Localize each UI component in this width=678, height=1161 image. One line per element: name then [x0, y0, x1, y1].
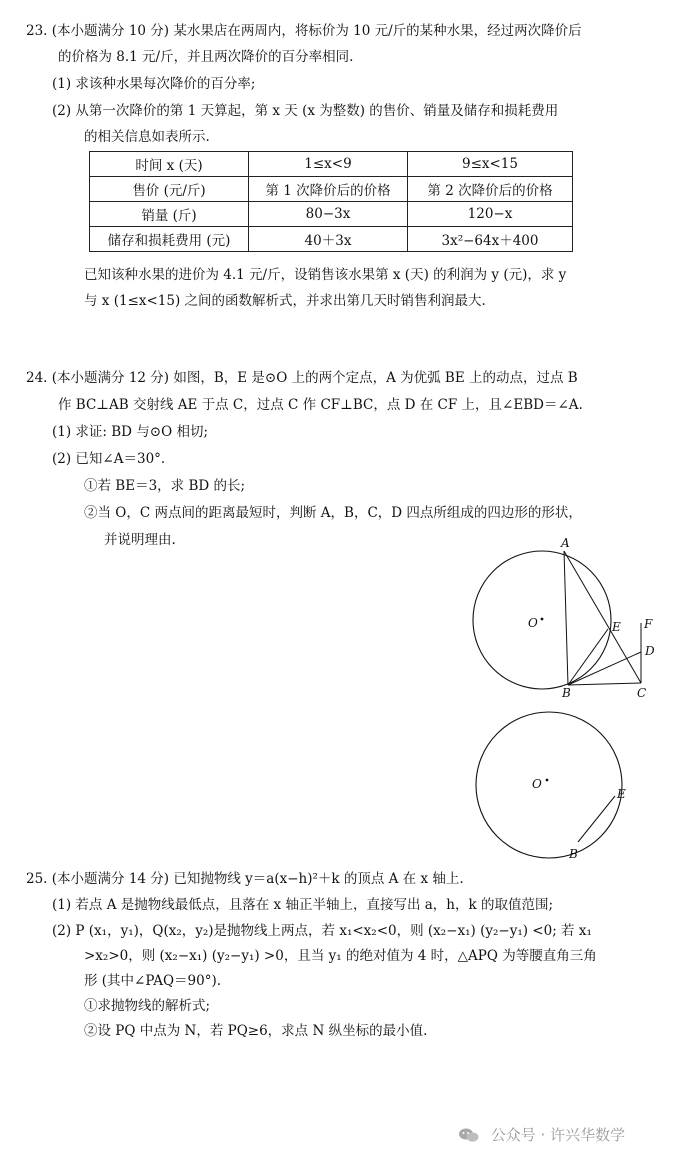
q24-part1: (1) 求证: BD 与⊙O 相切; [52, 424, 209, 440]
watermark [458, 1124, 625, 1145]
q24-line1: 24. (本小题满分 12 分) 如图，B，E 是⊙O 上的两个定点，A 为优弧 BE 上的动点，过点 B [26, 370, 578, 386]
q25-part1: (1) 若点 A 是抛物线最低点，且落在 x 轴正半轴上，直接写出 a，h，k 的取值范围; [52, 897, 553, 913]
label-b: B [562, 686, 571, 700]
q25-sub1: ①求抛物线的解析式; [84, 998, 211, 1014]
segment-ac [564, 551, 641, 683]
label-f: F [644, 617, 653, 631]
segment-ab [564, 551, 568, 685]
q24-figure-1 [465, 535, 665, 700]
q24-sub2-line1: ②当 O，C 两点间的距离最短时，判断 A，B，C，D 四点所组成的四边形的形状， [84, 505, 582, 521]
center-dot [546, 779, 549, 782]
table-cell: 第 2 次降价后的价格 [408, 177, 573, 202]
q25-part2-line1: (2) P (x₁，y₁)，Q(x₂，y₂)是抛物线上两点，若 x₁<x₂<0，则 (x₂−x₁) (y₂−y₁) <0; 若 x₁ [52, 923, 592, 939]
q23-part2-line2: 的相关信息如表所示. [84, 129, 210, 145]
segment-bd [568, 652, 641, 685]
q24-part2: (2) 已知∠A＝30°. [52, 451, 166, 467]
segment-bc [568, 683, 641, 685]
table-cell: 3x²−64x＋400 [408, 227, 573, 252]
table-row [90, 152, 573, 177]
table-cell: 储存和损耗费用 (元) [90, 227, 249, 252]
q23-after-line1: 已知该种水果的进价为 4.1 元/斤，设销售该水果第 x (天) 的利润为 y (元)，求 y [84, 267, 567, 283]
q24-line2: 作 BC⊥AB 交射线 AE 于点 C，过点 C 作 CF⊥BC，点 D 在 CF 上，且∠EBD＝∠A. [58, 397, 583, 413]
label-e: E [612, 620, 621, 634]
label-d: D [645, 644, 655, 658]
segment-be [568, 629, 608, 685]
table-row [90, 177, 573, 202]
q25-part2-line2: >x₂>0，则 (x₂−x₁) (y₂−y₁) >0，且当 y₁ 的绝对值为 4 时，△APQ 为等腰直角三角 [84, 948, 597, 964]
label-e: E [617, 787, 626, 801]
table-cell: 1≤x<9 [249, 152, 408, 177]
circle-o [476, 712, 622, 858]
q25-part2-line3: 形 (其中∠PAQ＝90°). [84, 973, 222, 989]
table-cell: 时间 x (天) [90, 152, 249, 177]
q25-line1: 25. (本小题满分 14 分) 已知抛物线 y＝a(x−h)²＋k 的顶点 A 在 x 轴上. [26, 871, 464, 887]
q23-line1: 23. (本小题满分 10 分) 某水果店在两周内，将标价为 10 元/斤的某种水果，经过两次降价后 [26, 23, 582, 39]
segment-be [578, 796, 615, 842]
table-cell: 第 1 次降价后的价格 [249, 177, 408, 202]
watermark-text: 公众号 · 许兴华数学 [490, 1126, 626, 1144]
table-row [90, 227, 573, 252]
q23-part2-line1: (2) 从第一次降价的第 1 天算起，第 x 天 (x 为整数) 的售价、销量及储存和损耗费用 [52, 103, 559, 119]
q23-info-table [89, 151, 573, 252]
label-c: C [637, 686, 647, 700]
table-cell: 80−3x [249, 202, 408, 227]
q24-sub2-line2: 并说明理由. [104, 532, 176, 548]
table-cell: 120−x [408, 202, 573, 227]
q24-figure-2 [465, 700, 665, 865]
q24-sub1: ①若 BE＝3，求 BD 的长; [84, 478, 246, 494]
table-cell: 40＋3x [249, 227, 408, 252]
q23-part1: (1) 求该种水果每次降价的百分率; [52, 76, 256, 92]
table-cell: 9≤x<15 [408, 152, 573, 177]
wechat-icon [458, 1127, 480, 1143]
label-a: A [561, 536, 570, 550]
q23-line2: 的价格为 8.1 元/斤，并且两次降价的百分率相同. [58, 49, 354, 65]
table-cell: 售价 (元/斤) [90, 177, 249, 202]
q25-sub2: ②设 PQ 中点为 N，若 PQ≥6，求点 N 纵坐标的最小值. [84, 1023, 428, 1039]
label-b: B [569, 847, 578, 861]
q23-after-line2: 与 x (1≤x<15) 之间的函数解析式，并求出第几天时销售利润最大. [84, 293, 486, 309]
label-o: O [532, 777, 542, 791]
table-row [90, 202, 573, 227]
center-dot [541, 618, 544, 621]
table-cell: 销量 (斤) [90, 202, 249, 227]
label-o: O [528, 616, 538, 630]
